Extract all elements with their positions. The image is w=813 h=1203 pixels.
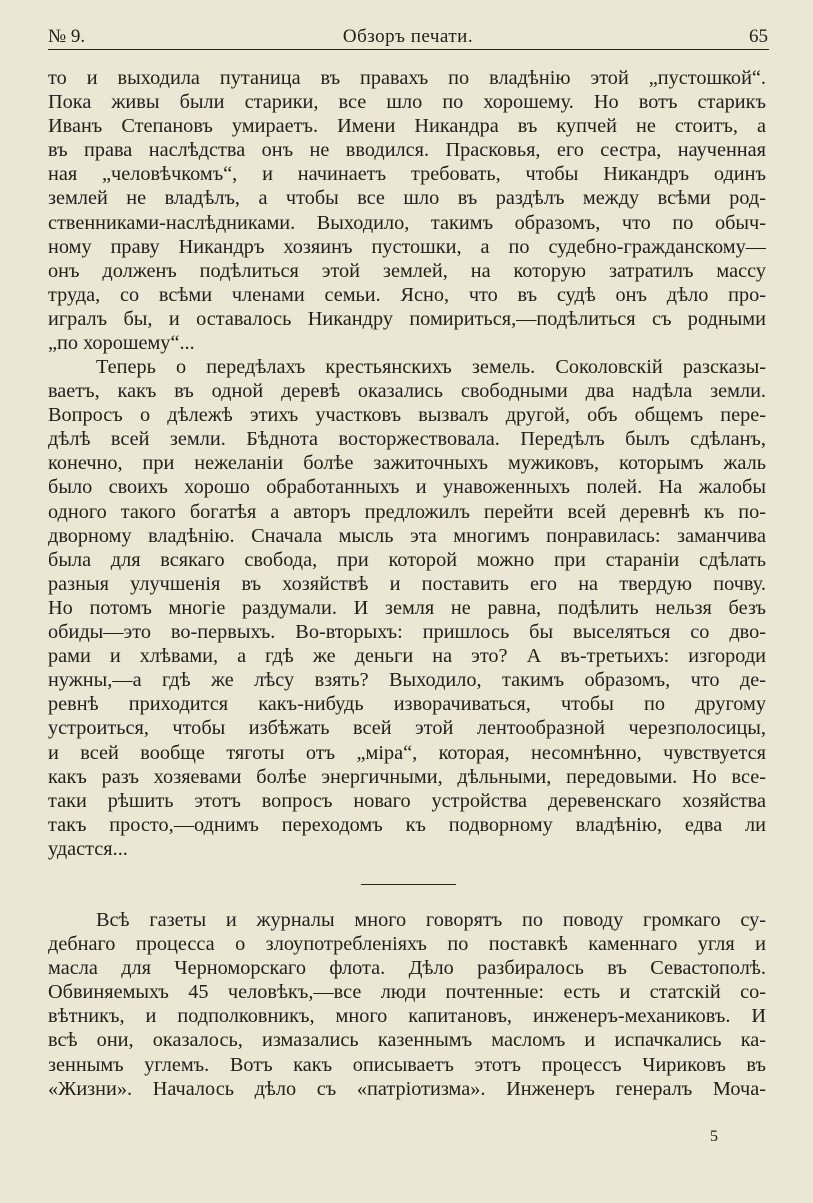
text-line: вѣтникъ, и подполковникъ, много капитановъ, инженеръ-механиковъ. И (48, 1005, 766, 1028)
text-line: была для всякаго свобода, при которой можно при стараніи сдѣлать (48, 548, 766, 571)
text-line: какъ разъ хозяевами болѣе энергичными, дѣльными, передовыми. Но все- (48, 765, 766, 788)
paragraph-peredely (48, 355, 766, 861)
issue-number: № 9. (48, 26, 86, 47)
running-header (48, 24, 768, 48)
text-line: устроиться, чтобы избѣжать всей этой лентообразной черезполосицы, (48, 717, 766, 740)
paragraph-pustoshka (48, 66, 766, 355)
text-line: дебнаго процесса о злоупотребленіяхъ по поставкѣ каменнаго угля и (48, 933, 766, 956)
text-line: масла для Черноморскаго флота. Дѣло разбиралось въ Севастополѣ. (48, 957, 766, 980)
text-line: землей не владѣлъ, а чтобы все шло въ раздѣлъ между всѣми род- (48, 187, 766, 210)
text-line: Вопросъ о дѣлежѣ этихъ участковъ вызвалъ другой, объ общемъ пере- (48, 404, 766, 427)
text-line: обиды—это во-первыхъ. Во-вторыхъ: пришлось бы выселяться со дво- (48, 621, 766, 644)
text-line: зеннымъ углемъ. Вотъ какъ описываетъ этотъ процессъ Чириковъ въ (48, 1053, 766, 1076)
header-rule (48, 49, 769, 50)
text-line: ревнѣ приходится какъ-нибудь изворачиваться, чтобы по другому (48, 693, 766, 716)
text-line: ная „человѣчкомъ“, и начинаетъ требовать, чтобы Никандръ одинъ (48, 163, 766, 186)
text-line: онъ долженъ подѣлиться этой землей, на которую затратилъ массу (48, 259, 766, 282)
text-line: ваетъ, какъ въ одной деревѣ оказались свободными два надѣла земли. (48, 380, 766, 403)
text-line: конечно, при нежеланіи болѣе зажиточныхъ мужиковъ, которымъ жаль (48, 452, 766, 475)
page-number: 65 (749, 26, 768, 47)
text-line: нужны,—а гдѣ же лѣсу взять? Выходило, такимъ образомъ, что де- (48, 669, 766, 692)
text-line: дворному владѣнію. Сначала мысль эта многимъ понравилась: заманчива (48, 524, 766, 547)
text-line: одного такого богатѣя а авторъ предложилъ перейти всей деревнѣ къ по- (48, 500, 766, 523)
text-line: игралъ бы, и оставалось Никандру помириться,—подѣлиться съ родными (48, 307, 766, 330)
text-line: разныя улучшенія въ хозяйствѣ и поставить его на твердую почву. (48, 572, 766, 595)
text-line: и всей вообще тяготы отъ „міра“, которая, несомнѣнно, чувствуется (48, 741, 766, 764)
text-line: рами и хлѣвами, а гдѣ же деньги на это? А въ-третьихъ: изгороди (48, 645, 766, 668)
text-line: въ права наслѣдства онъ не вводился. Прасковья, его сестра, наученная (48, 139, 766, 162)
text-line: «Жизни». Началось дѣло съ «патріотизма». Инженеръ генералъ Моча- (48, 1077, 766, 1100)
text-line: такъ просто,—однимъ переходомъ къ подворному владѣнію, едва ли (48, 813, 766, 836)
text-line: труда, со всѣми членами семьи. Ясно, что въ судѣ онъ дѣло про- (48, 283, 766, 306)
text-line: всѣ они, оказалось, измазались казеннымъ масломъ и испачкались ка- (48, 1029, 766, 1052)
text-line: удастся... (48, 837, 128, 860)
text-line: Обвиняемыхъ 45 человѣкъ,—все люди почтенные: есть и статскій со- (48, 981, 766, 1004)
text-line: Пока живы были старики, все шло по хорошему. Но вотъ старикъ (48, 91, 766, 114)
text-line: Иванъ Степановъ умираетъ. Имени Никандра въ купчей не стоитъ, а (48, 115, 766, 138)
section-title: Обзоръ печати. (342, 26, 474, 47)
text-line: Но потомъ многіе раздумали. И земля не равна, подѣлить нельзя безъ (48, 596, 766, 619)
text-line: было своихъ хорошо обработанныхъ и унавоженныхъ полей. На жалобы (48, 476, 766, 499)
text-line: ственниками-наслѣдниками. Выходило, такимъ образомъ, что по обыч- (48, 211, 766, 234)
paragraph-protsess (48, 908, 766, 1101)
text-line: то и выходила путаница въ правахъ по владѣнію этой „пустошкой“. (48, 67, 766, 89)
text-line: ному праву Никандръ хозяинъ пустошки, а по судебно-гражданскому— (48, 235, 766, 258)
text-line: Всѣ газеты и журналы много говорятъ по поводу громкаго су- (96, 909, 766, 931)
text-line: Теперь о передѣлахъ крестьянскихъ земель. Соколовскій разсказы- (96, 356, 766, 378)
signature-mark: 5 (710, 1128, 718, 1145)
section-separator (361, 884, 456, 885)
text-line: дѣлѣ всей земли. Бѣднота восторжествовала. Передѣлъ былъ сдѣланъ, (48, 428, 766, 451)
text-line: „по хорошему“... (48, 332, 195, 355)
text-line: таки рѣшить этотъ вопросъ новаго устройства деревенскаго хозяйства (48, 789, 766, 812)
